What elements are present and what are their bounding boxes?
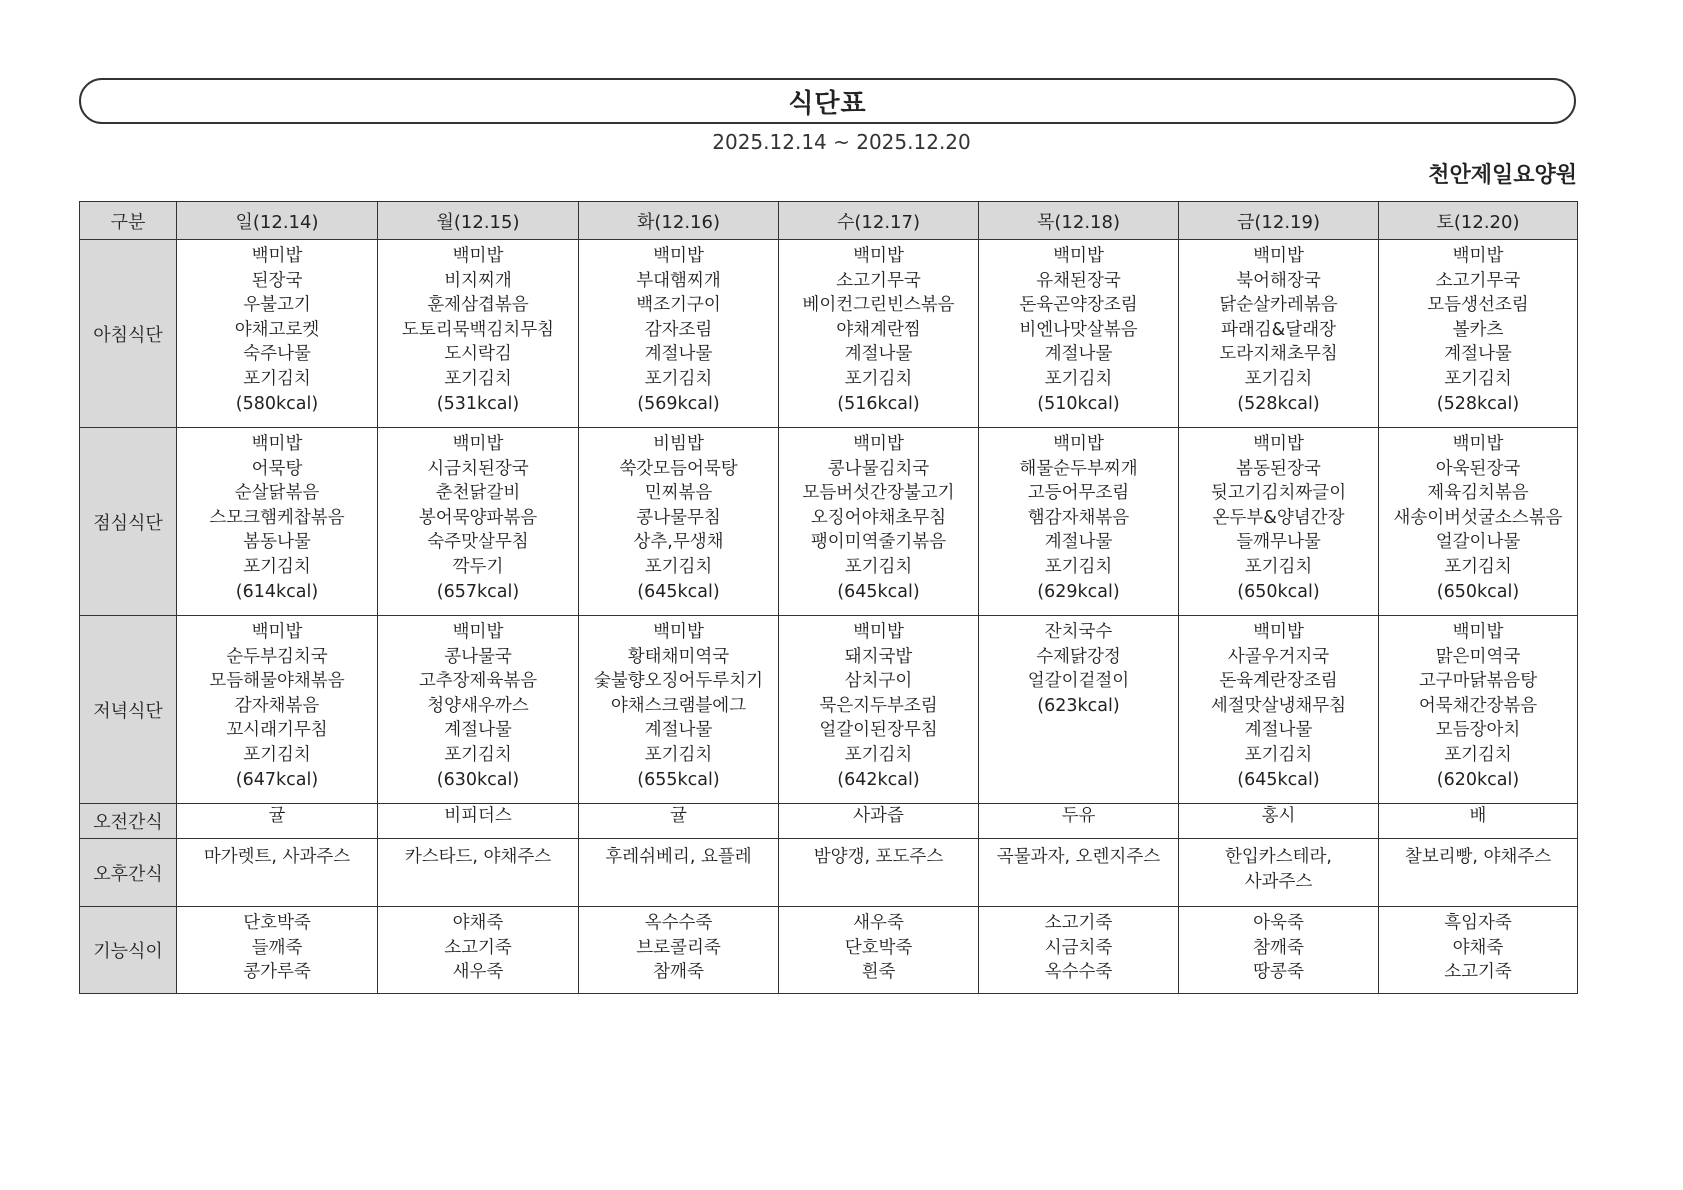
menu-item: 백미밥 (853, 622, 904, 642)
page-title: 식단표 (788, 88, 867, 119)
menu-item: 사과즙 (853, 806, 904, 826)
menu-item: 꼬시래기무침 (226, 720, 328, 741)
menu-item: 포기김치 (1444, 368, 1512, 389)
menu-item: 계절나물 (1444, 344, 1512, 365)
menu-cell (1379, 428, 1578, 616)
menu-cell (1379, 240, 1578, 428)
menu-cell (378, 907, 579, 994)
menu-item: 고추장제육볶음 (418, 671, 538, 692)
menu-item: 포기김치 (1444, 556, 1512, 577)
menu-cell (378, 616, 579, 804)
menu-cell (1379, 804, 1578, 839)
menu-item: 백미밥 (1253, 246, 1304, 266)
row-label: 기능식이 (80, 907, 177, 994)
menu-item: 된장국 (251, 270, 303, 291)
menu-item: 모듬해물야채볶음 (209, 671, 345, 692)
menu-item: 해물순두부찌개 (1019, 458, 1138, 479)
menu-item: 참깨죽 (1253, 937, 1304, 958)
menu-cell (779, 240, 979, 428)
menu-item: 콩나물무침 (636, 507, 721, 528)
menu-item: (569kcal) (637, 393, 720, 414)
menu-item: 청양새우까스 (427, 695, 529, 716)
menu-item: 수제닭강정 (1036, 646, 1121, 667)
menu-item: 감자조림 (644, 319, 713, 340)
day-header: 월(12.15) (378, 202, 579, 240)
row-label: 오전간식 (80, 804, 177, 839)
menu-item: 황태채미역국 (627, 646, 730, 667)
menu-item: 계절나물 (1044, 344, 1113, 365)
menu-item: 계절나물 (844, 344, 913, 365)
menu-item: 포기김치 (444, 368, 512, 389)
menu-item: 새송이버섯굴소스볶음 (1393, 507, 1563, 528)
menu-item: 계절나물 (444, 720, 512, 741)
menu-item: 도라지채초무침 (1219, 344, 1338, 365)
menu-item: (642kcal) (837, 769, 920, 790)
menu-item: 유채된장국 (1036, 270, 1121, 291)
date-range: 2025.12.14 ~ 2025.12.20 (712, 130, 971, 154)
menu-item: 한입카스테라, (1225, 847, 1332, 867)
menu-item: 마가렛트, 사과주스 (203, 847, 351, 867)
menu-item: 새우죽 (853, 913, 904, 933)
menu-item: 들깨무나물 (1236, 532, 1321, 553)
menu-cell (1179, 804, 1379, 839)
menu-item: 부대햄찌개 (636, 270, 721, 291)
menu-item: (655kcal) (637, 769, 720, 790)
menu-item: 아욱죽 (1253, 913, 1304, 933)
day-header: 일(12.14) (177, 202, 378, 240)
corner-header: 구분 (80, 202, 177, 240)
menu-item: 포기김치 (243, 744, 311, 765)
menu-item: 백미밥 (1253, 434, 1304, 454)
menu-cell (177, 428, 378, 616)
menu-item: 포기김치 (1244, 744, 1313, 765)
menu-cell (378, 240, 579, 428)
menu-item: 어묵탕 (251, 458, 303, 479)
menu-item: (657kcal) (436, 581, 520, 602)
menu-item: 감자채볶음 (234, 695, 320, 716)
menu-item: 비빔밥 (653, 434, 704, 454)
menu-item: 돈육곤약장조림 (1019, 295, 1138, 316)
menu-item: (528kcal) (1436, 393, 1520, 414)
day-header: 금(12.19) (1179, 202, 1379, 240)
menu-cell (378, 839, 579, 907)
menu-item: (623kcal) (1037, 695, 1120, 716)
menu-item: 비엔나맛살볶음 (1019, 319, 1138, 340)
menu-item: 포기김치 (1244, 556, 1313, 577)
menu-item: 숙주맛살무침 (427, 532, 529, 553)
menu-item: 깍두기 (452, 556, 504, 577)
menu-item: 베이컨그린빈스볶음 (802, 295, 955, 316)
menu-item: 소고기무국 (836, 270, 921, 291)
menu-cell (979, 616, 1179, 804)
menu-cell (779, 907, 979, 994)
menu-item: 얼갈이겉절이 (1027, 671, 1130, 692)
row-label: 저녁식단 (80, 616, 177, 804)
menu-item: 비피더스 (444, 806, 512, 826)
menu-item: 닭순살카레볶음 (1219, 295, 1338, 316)
menu-item: 두유 (1061, 806, 1096, 826)
menu-item: 백미밥 (1053, 434, 1104, 454)
menu-item: 잔치국수 (1044, 622, 1113, 642)
day-header: 토(12.20) (1379, 202, 1578, 240)
menu-item: 햄감자채볶음 (1027, 507, 1130, 528)
menu-cell (579, 907, 779, 994)
day-header: 수(12.17) (779, 202, 979, 240)
menu-item: (614kcal) (235, 581, 319, 602)
menu-item: 흑임자죽 (1444, 913, 1512, 933)
menu-item: 묵은지두부조림 (819, 695, 938, 716)
menu-item: 제육김치볶음 (1427, 483, 1529, 504)
menu-item: (645kcal) (837, 581, 920, 602)
menu-item: 포기김치 (844, 368, 913, 389)
menu-item: 야채계란찜 (836, 319, 921, 340)
menu-item: 포기김치 (644, 556, 713, 577)
menu-item: 밤양갱, 포도주스 (813, 847, 944, 867)
menu-item: 시금치죽 (1044, 937, 1113, 958)
functional-diet-row (80, 907, 1578, 994)
menu-item: 도시락김 (444, 344, 512, 365)
menu-item: 순살닭볶음 (234, 483, 320, 504)
menu-item: 백미밥 (251, 434, 303, 454)
menu-item: 얼갈이된장무침 (819, 720, 938, 741)
day-header: 화(12.16) (579, 202, 779, 240)
menu-item: 백미밥 (452, 246, 504, 266)
menu-cell (1379, 616, 1578, 804)
menu-item: 포기김치 (1044, 368, 1113, 389)
menu-item: 백미밥 (452, 622, 504, 642)
menu-cell (177, 616, 378, 804)
menu-item: 계절나물 (1044, 532, 1113, 553)
menu-item: 우불고기 (243, 295, 311, 316)
menu-item: 소고기죽 (444, 937, 512, 958)
menu-item: 온두부&양념간장 (1212, 507, 1345, 528)
menu-item: 후레쉬베리, 요플레 (605, 847, 752, 867)
menu-item: 브로콜리죽 (636, 937, 721, 958)
menu-item: 참깨죽 (653, 962, 704, 983)
menu-item: 백미밥 (1452, 246, 1504, 266)
menu-item: 백미밥 (452, 434, 504, 454)
menu-item: 포기김치 (644, 744, 713, 765)
menu-item: 포기김치 (1044, 556, 1113, 577)
menu-item: 백미밥 (853, 434, 904, 454)
menu-item: 단호박죽 (844, 937, 913, 958)
menu-item: 봉어묵양파볶음 (418, 507, 538, 528)
menu-item: (580kcal) (235, 393, 319, 414)
menu-item: 얼갈이나물 (1435, 532, 1521, 553)
menu-cell (979, 839, 1179, 907)
menu-item: (620kcal) (1436, 769, 1520, 790)
menu-item: 야채스크램블에그 (610, 695, 747, 716)
menu-item: 뒷고기김치짜글이 (1210, 483, 1347, 504)
menu-item: (510kcal) (1037, 393, 1120, 414)
menu-cell (1379, 907, 1578, 994)
menu-item: 포기김치 (844, 556, 913, 577)
header-row (80, 202, 1578, 240)
menu-cell (177, 907, 378, 994)
menu-item: 흰죽 (861, 962, 896, 983)
menu-cell (1179, 240, 1379, 428)
menu-cell (979, 804, 1179, 839)
menu-item: 시금치된장국 (427, 458, 529, 479)
breakfast-row (80, 240, 1578, 428)
menu-item: (650kcal) (1436, 581, 1520, 602)
meal-plan-table (79, 201, 1578, 994)
menu-item: 백미밥 (653, 622, 704, 642)
menu-cell (177, 240, 378, 428)
menu-item: (645kcal) (637, 581, 720, 602)
menu-item: 찰보리빵, 야채주스 (1404, 847, 1552, 867)
menu-item: 백미밥 (1452, 434, 1504, 454)
menu-item: (629kcal) (1037, 581, 1120, 602)
menu-item: 백미밥 (1053, 246, 1104, 266)
dinner-row (80, 616, 1578, 804)
menu-item: 볼카츠 (1452, 319, 1504, 340)
menu-item: 비지찌개 (444, 270, 512, 291)
menu-item: 고구마닭볶음탕 (1418, 671, 1538, 692)
menu-item: 모듬생선조림 (1427, 295, 1529, 316)
menu-item: (647kcal) (235, 769, 319, 790)
menu-item: 돈육계란장조림 (1219, 671, 1338, 692)
menu-item: 카스타드, 야채주스 (404, 847, 552, 867)
menu-item: 오징어야채초무침 (810, 507, 947, 528)
menu-item: 쑥갓모듬어묵탕 (619, 458, 738, 479)
menu-cell (979, 428, 1179, 616)
menu-item: 돼지국밥 (844, 646, 913, 667)
menu-item: 백미밥 (251, 622, 303, 642)
menu-item: 아욱된장국 (1435, 458, 1521, 479)
menu-cell (177, 804, 378, 839)
menu-item: (630kcal) (436, 769, 520, 790)
menu-item: 콩가루죽 (243, 962, 311, 983)
menu-cell (979, 907, 1179, 994)
menu-item: 포기김치 (243, 556, 311, 577)
menu-item: 모듬버섯간장불고기 (802, 483, 955, 504)
menu-cell (579, 428, 779, 616)
day-header: 목(12.18) (979, 202, 1179, 240)
menu-item: 단호박죽 (243, 913, 311, 933)
menu-cell (579, 240, 779, 428)
menu-item: 순두부김치국 (226, 646, 328, 667)
menu-item: 사골우거지국 (1227, 646, 1330, 667)
menu-cell (579, 616, 779, 804)
menu-item: 포기김치 (243, 368, 311, 389)
menu-item: 곡물과자, 오렌지주스 (996, 847, 1161, 867)
menu-item: 포기김치 (444, 744, 512, 765)
menu-cell (378, 428, 579, 616)
menu-cell (1179, 907, 1379, 994)
menu-item: 상추,무생채 (633, 532, 724, 553)
menu-item: 북어해장국 (1236, 270, 1321, 291)
menu-cell (1179, 839, 1379, 907)
menu-item: 춘천닭갈비 (435, 483, 521, 504)
menu-item: 봄동된장국 (1236, 458, 1321, 479)
menu-item: 야채죽 (1452, 937, 1504, 958)
menu-item: 야채죽 (452, 913, 504, 933)
menu-item: 땅콩죽 (1253, 962, 1304, 983)
menu-item: 사과주스 (1244, 871, 1313, 892)
menu-item: (528kcal) (1237, 393, 1320, 414)
menu-item: 민찌볶음 (644, 483, 713, 504)
menu-cell (779, 428, 979, 616)
menu-item: 들깨죽 (251, 937, 303, 958)
menu-item: 귤 (268, 806, 286, 826)
lunch-row (80, 428, 1578, 616)
menu-item: (516kcal) (837, 393, 920, 414)
menu-item: 홍시 (1261, 806, 1296, 826)
menu-item: 계절나물 (1244, 720, 1313, 741)
menu-cell (378, 804, 579, 839)
menu-item: (531kcal) (436, 393, 520, 414)
row-label: 오후간식 (80, 839, 177, 907)
menu-cell (1179, 428, 1379, 616)
row-label: 아침식단 (80, 240, 177, 428)
menu-item: 백조기구이 (636, 295, 721, 316)
menu-cell (779, 839, 979, 907)
menu-item: (650kcal) (1237, 581, 1320, 602)
menu-item: 백미밥 (653, 246, 704, 266)
menu-item: 숙주나물 (243, 344, 311, 365)
menu-item: 콩나물김치국 (827, 458, 930, 479)
menu-cell (177, 839, 378, 907)
menu-item: 모듬장아치 (1435, 720, 1521, 741)
menu-item: 배 (1469, 806, 1487, 826)
menu-item: 포기김치 (1244, 368, 1313, 389)
menu-item: 새우죽 (452, 962, 504, 983)
menu-item: 백미밥 (1253, 622, 1304, 642)
menu-cell (979, 240, 1179, 428)
menu-item: 포기김치 (844, 744, 913, 765)
menu-item: 훈제삼겹볶음 (427, 295, 529, 316)
menu-cell (579, 804, 779, 839)
menu-cell (779, 804, 979, 839)
menu-item: 포기김치 (644, 368, 713, 389)
menu-item: 소고기무국 (1435, 270, 1521, 291)
menu-item: 백미밥 (1452, 622, 1504, 642)
menu-item: 포기김치 (1444, 744, 1512, 765)
menu-item: 계절나물 (644, 344, 713, 365)
menu-item: 스모크햄케찹볶음 (209, 507, 345, 528)
menu-item: 파래김&달래장 (1220, 319, 1337, 340)
menu-item: 야채고로켓 (234, 319, 320, 340)
menu-item: 백미밥 (251, 246, 303, 266)
title-banner (79, 78, 1576, 124)
menu-item: 어묵채간장볶음 (1418, 695, 1538, 716)
menu-item: 삼치구이 (844, 671, 913, 692)
menu-item: 옥수수죽 (1044, 962, 1113, 983)
menu-item: 옥수수죽 (644, 913, 713, 933)
afternoon-snack-row (80, 839, 1578, 907)
menu-item: 숯불향오징어두루치기 (593, 671, 764, 692)
menu-item: 소고기죽 (1444, 962, 1512, 983)
menu-item: 봄동나물 (243, 532, 311, 553)
menu-item: 팽이미역줄기볶음 (810, 532, 947, 553)
menu-item: 고등어무조림 (1027, 483, 1130, 504)
menu-item: 세절맛살냉채무침 (1210, 695, 1347, 716)
menu-cell (579, 839, 779, 907)
menu-item: 백미밥 (853, 246, 904, 266)
menu-item: (645kcal) (1237, 769, 1320, 790)
menu-item: 계절나물 (644, 720, 713, 741)
menu-cell (1379, 839, 1578, 907)
facility-name: 천안제일요양원 (1428, 163, 1577, 188)
menu-item: 맑은미역국 (1435, 646, 1521, 667)
menu-item: 귤 (670, 806, 687, 826)
menu-item: 도토리묵백김치무침 (401, 319, 555, 340)
menu-item: 콩나물국 (444, 646, 512, 667)
menu-cell (779, 616, 979, 804)
menu-item: 소고기죽 (1044, 913, 1113, 933)
menu-cell (1179, 616, 1379, 804)
morning-snack-row (80, 804, 1578, 839)
row-label: 점심식단 (80, 428, 177, 616)
